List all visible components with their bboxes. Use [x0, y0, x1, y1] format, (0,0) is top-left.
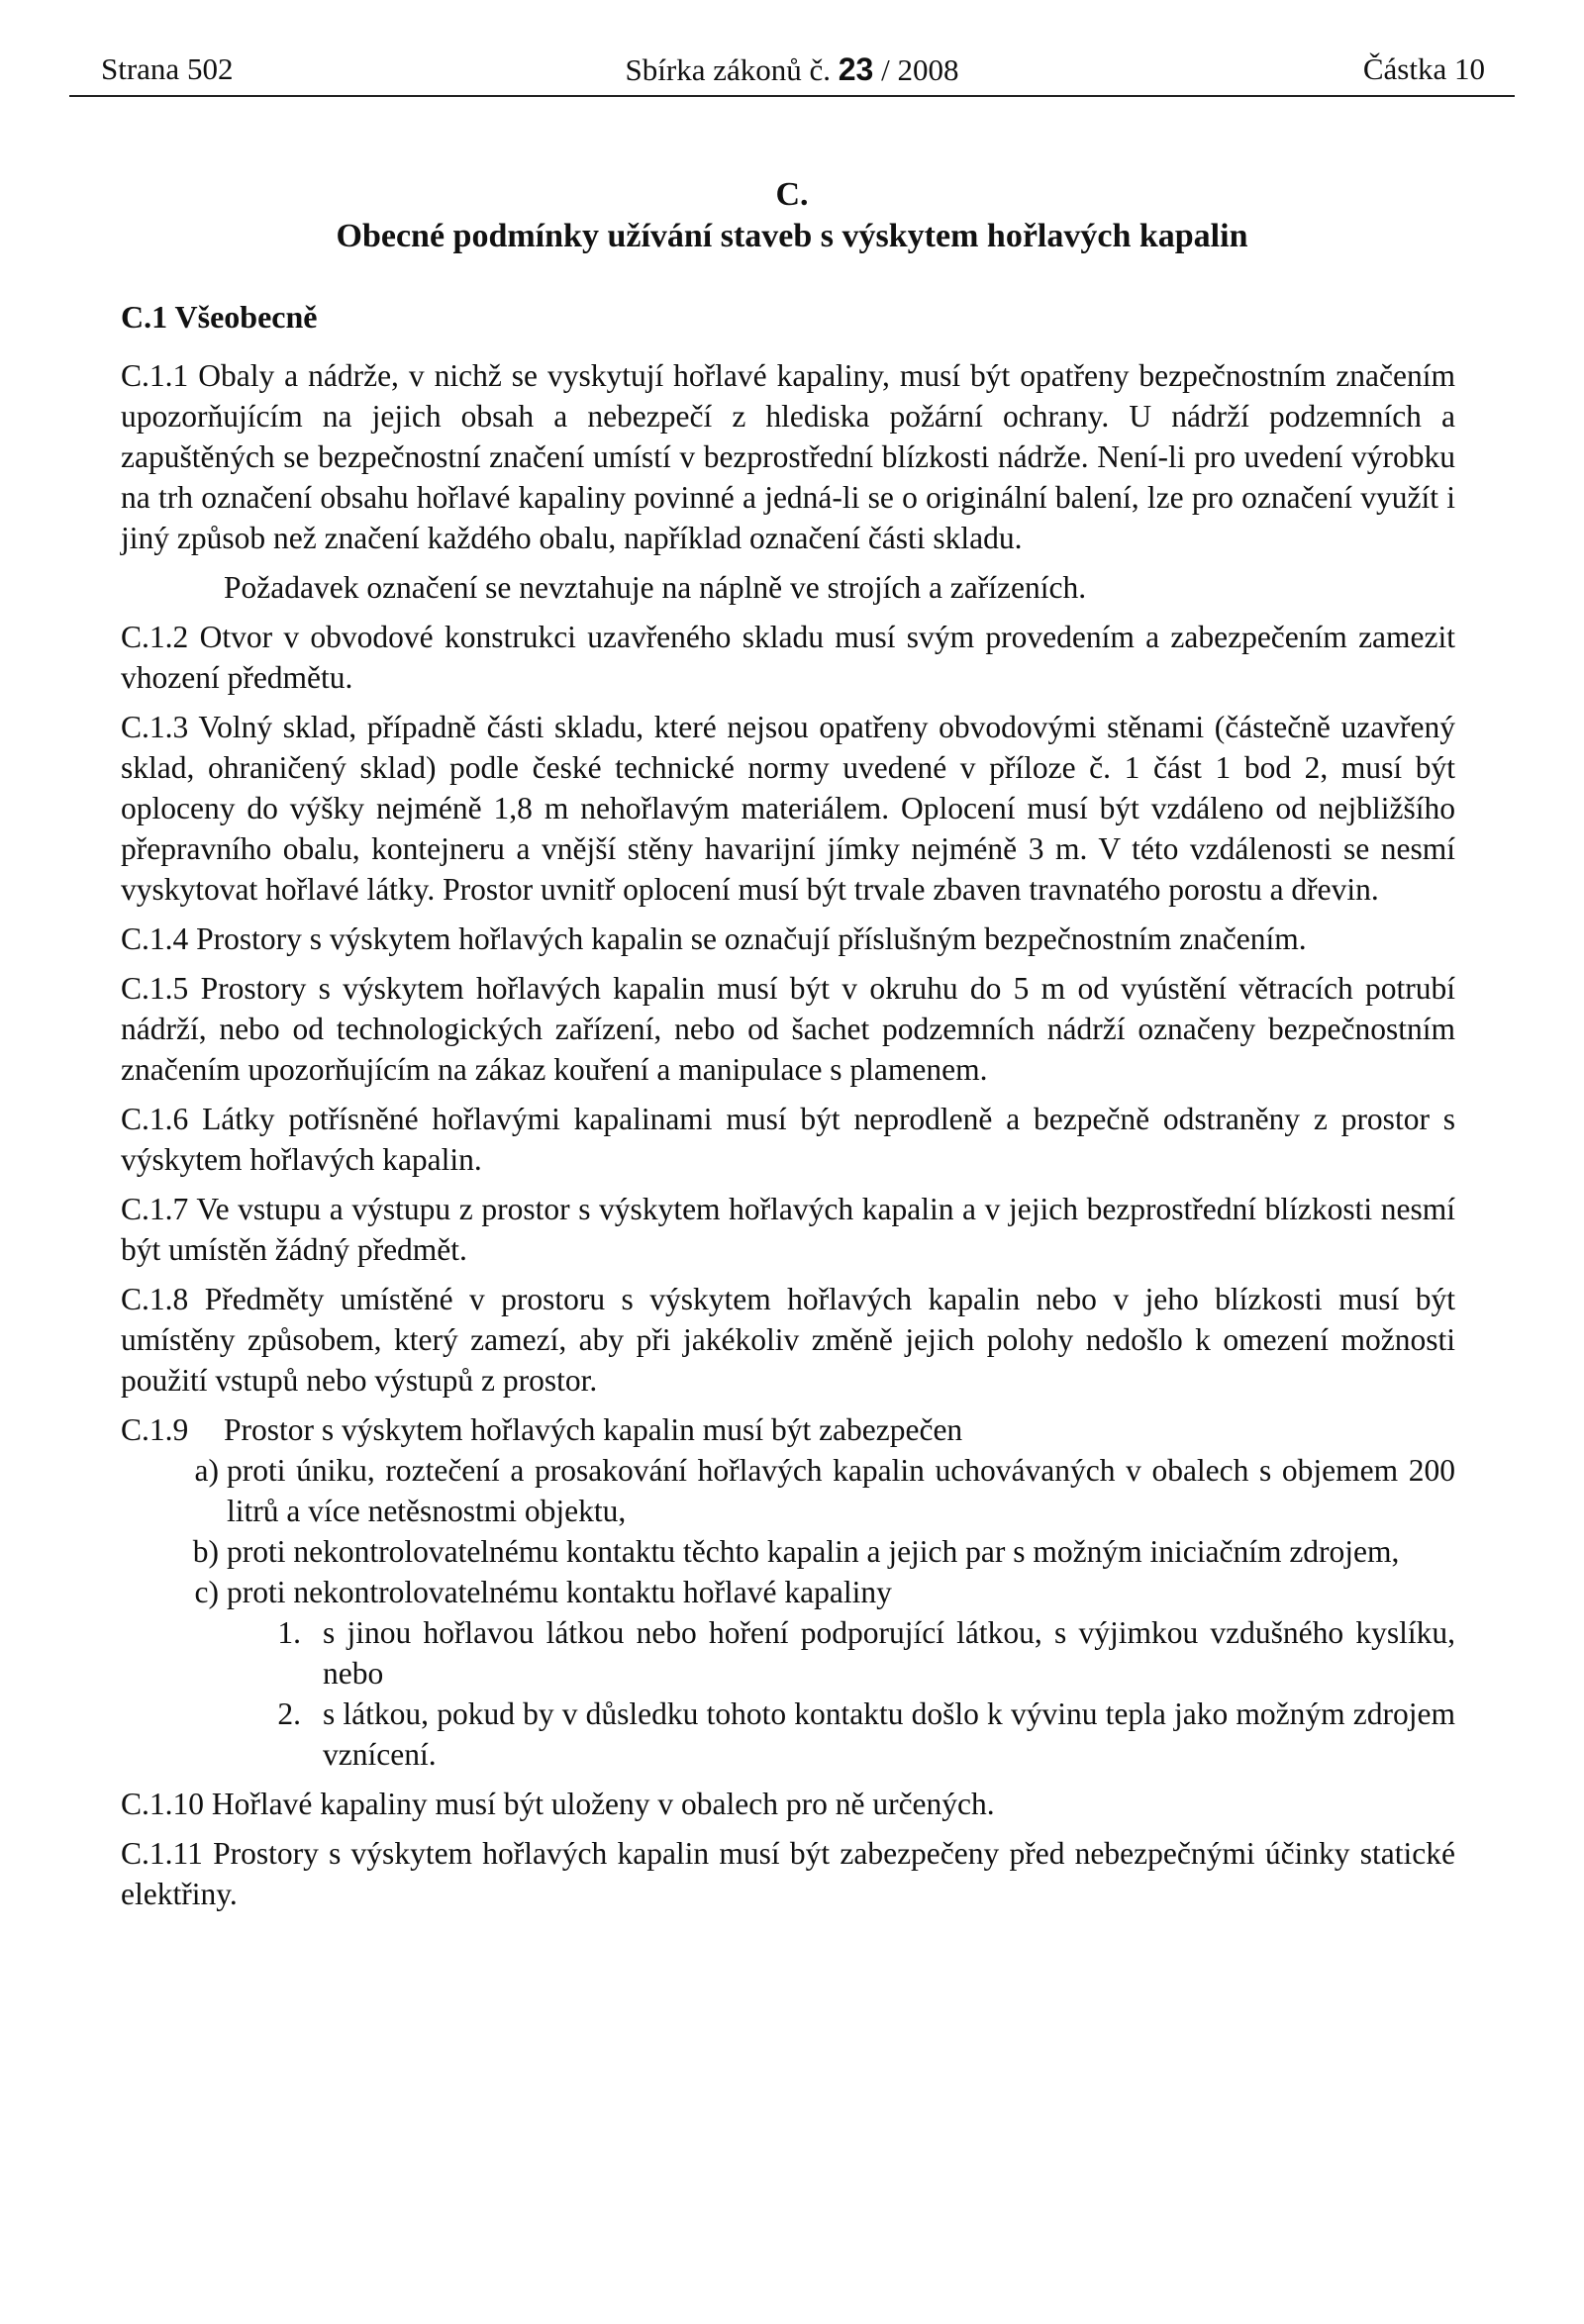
paragraph-text: Hořlavé kapaliny musí být uloženy v obalech pro ně určených.	[211, 1787, 995, 1821]
paragraph-text: Prostory s výskytem hořlavých kapalin musí být v okruhu do 5 m od vyústění větracích potrubí nádrží, nebo od technologických zařízení, nebo od šachet podzemních nádrží označeny bezpečnostním značením upozorňujícím na zákaz kouření a manipulace s plamenem.	[121, 971, 1456, 1087]
paragraph-c-1-2	[121, 617, 1455, 698]
paragraph-c-1-11	[121, 1833, 1455, 1914]
list-subitem-1	[121, 1612, 1455, 1694]
paragraph-number: C.1.4	[121, 921, 189, 956]
paragraph-number: C.1.8	[121, 1282, 189, 1316]
list-item-label: b)	[192, 1534, 219, 1569]
list-intro	[121, 1409, 1455, 1450]
section-heading: C.1 Všeobecně	[121, 299, 318, 335]
header-collection-number: 23	[838, 51, 874, 87]
list-item-label: 2.	[277, 1696, 301, 1731]
page-header	[69, 46, 1515, 97]
list-item-label: a)	[194, 1453, 219, 1488]
list-item-text: proti nekontrolovatelnému kontaktu těchto kapalin a jejich par s možným iniciačním zdrojem,	[227, 1534, 1400, 1569]
paragraph-number: C.1.6	[121, 1102, 189, 1136]
header-collection	[69, 51, 1515, 88]
paragraph-number: C.1.3	[121, 710, 189, 744]
paragraph-number: C.1.10	[121, 1787, 205, 1821]
appendix-title: Obecné podmínky užívání staveb s výskytem hořlavých kapalin	[336, 218, 1248, 254]
list-item-c	[121, 1572, 1455, 1612]
document-body	[121, 355, 1455, 1923]
paragraph-c-1-7	[121, 1189, 1455, 1270]
paragraph-text: Ve vstupu a výstupu z prostor s výskytem hořlavých kapalin a v jejich bezprostřední blízkosti nesmí být umístěn žádný předmět.	[121, 1192, 1455, 1267]
list-item-b	[121, 1531, 1455, 1572]
paragraph-number: C.1.1	[121, 358, 189, 393]
paragraph-number: C.1.9	[121, 1412, 189, 1447]
paragraph-text: Látky potřísněné hořlavými kapalinami musí být neprodleně a bezpečně odstraněny z prostor s výskytem hořlavých kapalin.	[121, 1102, 1455, 1177]
paragraph-text: Obaly a nádrže, v nichž se vyskytují hořlavé kapaliny, musí být opatřeny bezpečnostním značením upozorňujícím na jejich obsah a nebezpečí z hlediska požární ochrany. U nádrží podzemních a zapuštěných se bezpečnostní značení umístí v bezprostřední blízkosti nádrže. Není-li pro uvedení výrobku na trh označení obsahu hořlavé kapaliny povinné a jedná-li se o originální balení, lze pro označení využít i jiný způsob než značení každého obalu, například označení části skladu.	[121, 358, 1456, 555]
list-item-text: s látkou, pokud by v důsledku tohoto kontaktu došlo k vývinu tepla jako možným zdrojem vznícení.	[323, 1696, 1455, 1772]
paragraph-c-1-4	[121, 919, 1455, 959]
list-item-text: proti nekontrolovatelnému kontaktu hořlavé kapaliny	[227, 1575, 892, 1609]
paragraph-number: C.1.7	[121, 1192, 189, 1226]
header-collection-label: Sbírka zákonů č.	[625, 52, 831, 87]
paragraph-c-1-1-note	[121, 567, 1455, 608]
paragraph-number: C.1.2	[121, 620, 189, 654]
paragraph-c-1-3	[121, 707, 1455, 910]
list-item-text: proti úniku, roztečení a prosakování hořlavých kapalin uchovávaných v obalech s objemem 200 litrů a více netěsnostmi objektu,	[227, 1453, 1455, 1528]
paragraph-c-1-10	[121, 1784, 1455, 1824]
list-item-label: c)	[194, 1575, 219, 1609]
paragraph-text: Požadavek označení se nevztahuje na náplně ve strojích a zařízeních.	[224, 570, 1087, 605]
paragraph-text: Volný sklad, případně části skladu, které nejsou opatřeny obvodovými stěnami (částečně uzavřený sklad, ohraničený sklad) podle české technické normy uvedené v příloze č. 1 část 1 bod 2, musí být oploceny do výšky nejméně 1,8 m nehořlavým materiálem. Oplocení musí být vzdáleno od nejbližšího přepravního obalu, kontejneru a vnější stěny havarijní jímky nejméně 3 m. V této vzdálenosti se nesmí vyskytovat hořlavé látky. Prostor uvnitř oplocení musí být trvale zbaven travnatého porostu a dřevin.	[121, 710, 1455, 907]
appendix-letter: C.	[775, 176, 809, 213]
paragraph-number: C.1.11	[121, 1836, 203, 1871]
paragraph-c-1-8	[121, 1279, 1455, 1401]
paragraph-text: Prostor s výskytem hořlavých kapalin musí být zabezpečen	[224, 1412, 963, 1447]
header-page-number: Strana 502	[101, 51, 234, 86]
paragraph-number: C.1.5	[121, 971, 189, 1006]
paragraph-c-1-9	[121, 1409, 1455, 1775]
paragraph-text: Otvor v obvodové konstrukci uzavřeného skladu musí svým provedením a zabezpečením zamezit vhození předmětu.	[121, 620, 1456, 695]
paragraph-c-1-6	[121, 1099, 1455, 1180]
paragraph-c-1-1	[121, 355, 1455, 558]
paragraph-c-1-5	[121, 968, 1455, 1090]
header-collection-year: / 2008	[881, 52, 959, 87]
paragraph-text: Prostory s výskytem hořlavých kapalin se označují příslušným bezpečnostním značením.	[196, 921, 1307, 956]
list-subitem-2	[121, 1694, 1455, 1775]
paragraph-text: Předměty umístěné v prostoru s výskytem hořlavých kapalin nebo v jeho blízkosti musí být umístěny způsobem, který zamezí, aby při jakékoliv změně jejich polohy nedošlo k omezení možnosti použití vstupů nebo výstupů z prostor.	[121, 1282, 1455, 1398]
header-part: Částka 10	[1362, 51, 1485, 86]
list-item-text: s jinou hořlavou látkou nebo hoření podporující látkou, s výjimkou vzdušného kyslíku, nebo	[323, 1615, 1455, 1691]
list-item-label: 1.	[277, 1615, 301, 1650]
paragraph-text: Prostory s výskytem hořlavých kapalin musí být zabezpečeny před nebezpečnými účinky statické elektřiny.	[121, 1836, 1455, 1911]
list-item-a	[121, 1450, 1455, 1531]
